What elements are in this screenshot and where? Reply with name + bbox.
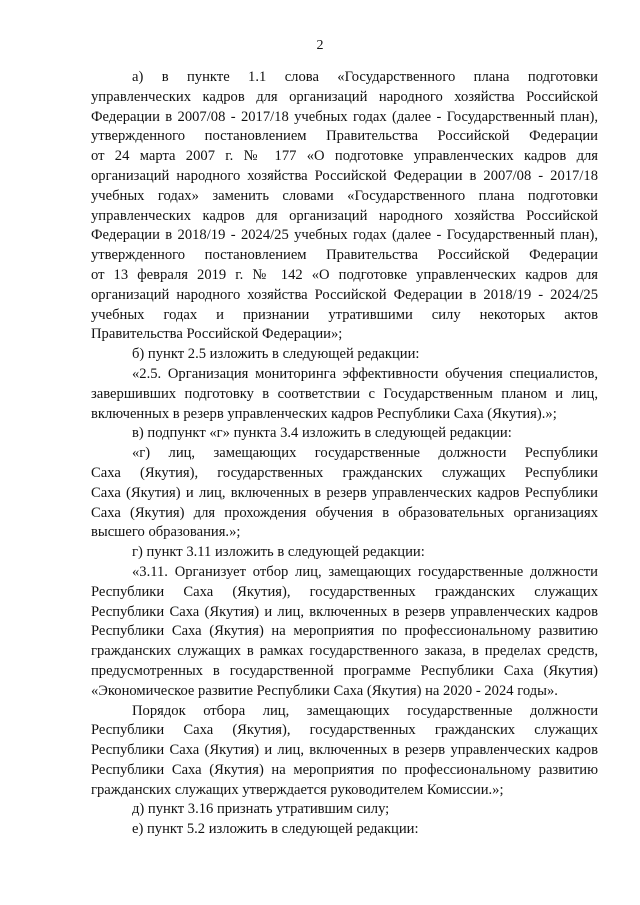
- text-line: управленческих кадров для организаций народного хозяйства Российской: [91, 88, 598, 105]
- text-line: Республики Саха (Якутия) на мероприятия по профессиональному развитию: [91, 761, 598, 778]
- text-line: Федерации в 2018/19 - 2024/25 учебных годах (далее - Государственный план),: [91, 227, 598, 244]
- text-line: «2.5. Организация мониторинга эффективности обучения специалистов,: [132, 365, 598, 382]
- text-line: «г) лиц, замещающих государственные должности Республики: [132, 445, 598, 462]
- text-line: Саха (Якутия), государственных гражданских служащих Республики: [91, 464, 598, 481]
- document-body: [91, 68, 598, 840]
- text-line: предусмотренных в государственной программе Республики Саха (Якутия): [91, 662, 598, 679]
- text-line: Порядок отбора лиц, замещающих государственные должности: [132, 702, 598, 719]
- text-line: управленческих кадров для организаций народного хозяйства Российской: [91, 207, 598, 224]
- text-line: Республики Саха (Якутия), государственных гражданских служащих: [91, 583, 598, 600]
- text-line: в) подпункт «г» пункта 3.4 изложить в следующей редакции:: [132, 425, 512, 442]
- text-line: организаций народного хозяйства Российской Федерации в 2007/08 - 2017/18: [91, 167, 598, 184]
- text-line: «Экономическое развитие Республики Саха (Якутия) на 2020 - 2024 годы».: [91, 682, 558, 699]
- text-line: гражданских служащих в рамках государственного заказа, в пределах средств,: [91, 643, 598, 660]
- text-line: Федерации в 2007/08 - 2017/18 учебных годах (далее - Государственный план),: [91, 108, 598, 125]
- text-line: высшего образования.»;: [91, 524, 241, 541]
- text-line: Республики Саха (Якутия) и лиц, включенных в резерв управленческих кадров: [91, 603, 598, 620]
- text-line: завершивших подготовку в соответствии с Государственным планом и лиц,: [91, 385, 598, 402]
- text-line: организаций народного хозяйства Российской Федерации в 2018/19 - 2024/25: [91, 286, 598, 303]
- text-line: гражданских служащих утверждается руководителем Комиссии.»;: [91, 781, 504, 798]
- text-line: Саха (Якутия) для прохождения обучения в образовательных организациях: [91, 504, 598, 521]
- text-line: Саха (Якутия) и лиц, включенных в резерв управленческих кадров Республики: [91, 484, 598, 501]
- text-line: Республики Саха (Якутия) на мероприятия по профессиональному развитию: [91, 623, 598, 640]
- text-line: Республики Саха (Якутия), государственных гражданских служащих: [91, 722, 598, 739]
- text-line: от 13 февраля 2019 г. № 142 «О подготовке управленческих кадров для: [91, 266, 598, 283]
- text-line: Правительства Российской Федерации»;: [91, 326, 343, 343]
- text-line: Республики Саха (Якутия) и лиц, включенных в резерв управленческих кадров: [91, 742, 598, 759]
- text-line: включенных в резерв управленческих кадров Республики Саха (Якутия).»;: [91, 405, 557, 422]
- text-line: е) пункт 5.2 изложить в следующей редакции:: [132, 821, 419, 838]
- text-line: утвержденного постановлением Правительства Российской Федерации: [91, 128, 598, 145]
- text-line: «3.11. Организует отбор лиц, замещающих государственные должности: [132, 563, 598, 580]
- text-line: г) пункт 3.11 изложить в следующей редакции:: [132, 544, 425, 561]
- text-line: учебных годах» заменить словами «Государственного плана подготовки: [91, 187, 598, 204]
- text-line: а) в пункте 1.1 слова «Государственного плана подготовки: [132, 69, 598, 85]
- text-line: б) пункт 2.5 изложить в следующей редакции:: [132, 346, 420, 363]
- text-line: д) пункт 3.16 признать утратившим силу;: [132, 801, 390, 818]
- text-line: утвержденного постановлением Правительства Российской Федерации: [91, 247, 598, 264]
- page-number: 2: [316, 38, 324, 53]
- text-line: от 24 марта 2007 г. № 177 «О подготовке управленческих кадров для: [91, 148, 598, 165]
- text-line: учебных годах и признании утратившими силу некоторых актов: [91, 306, 598, 323]
